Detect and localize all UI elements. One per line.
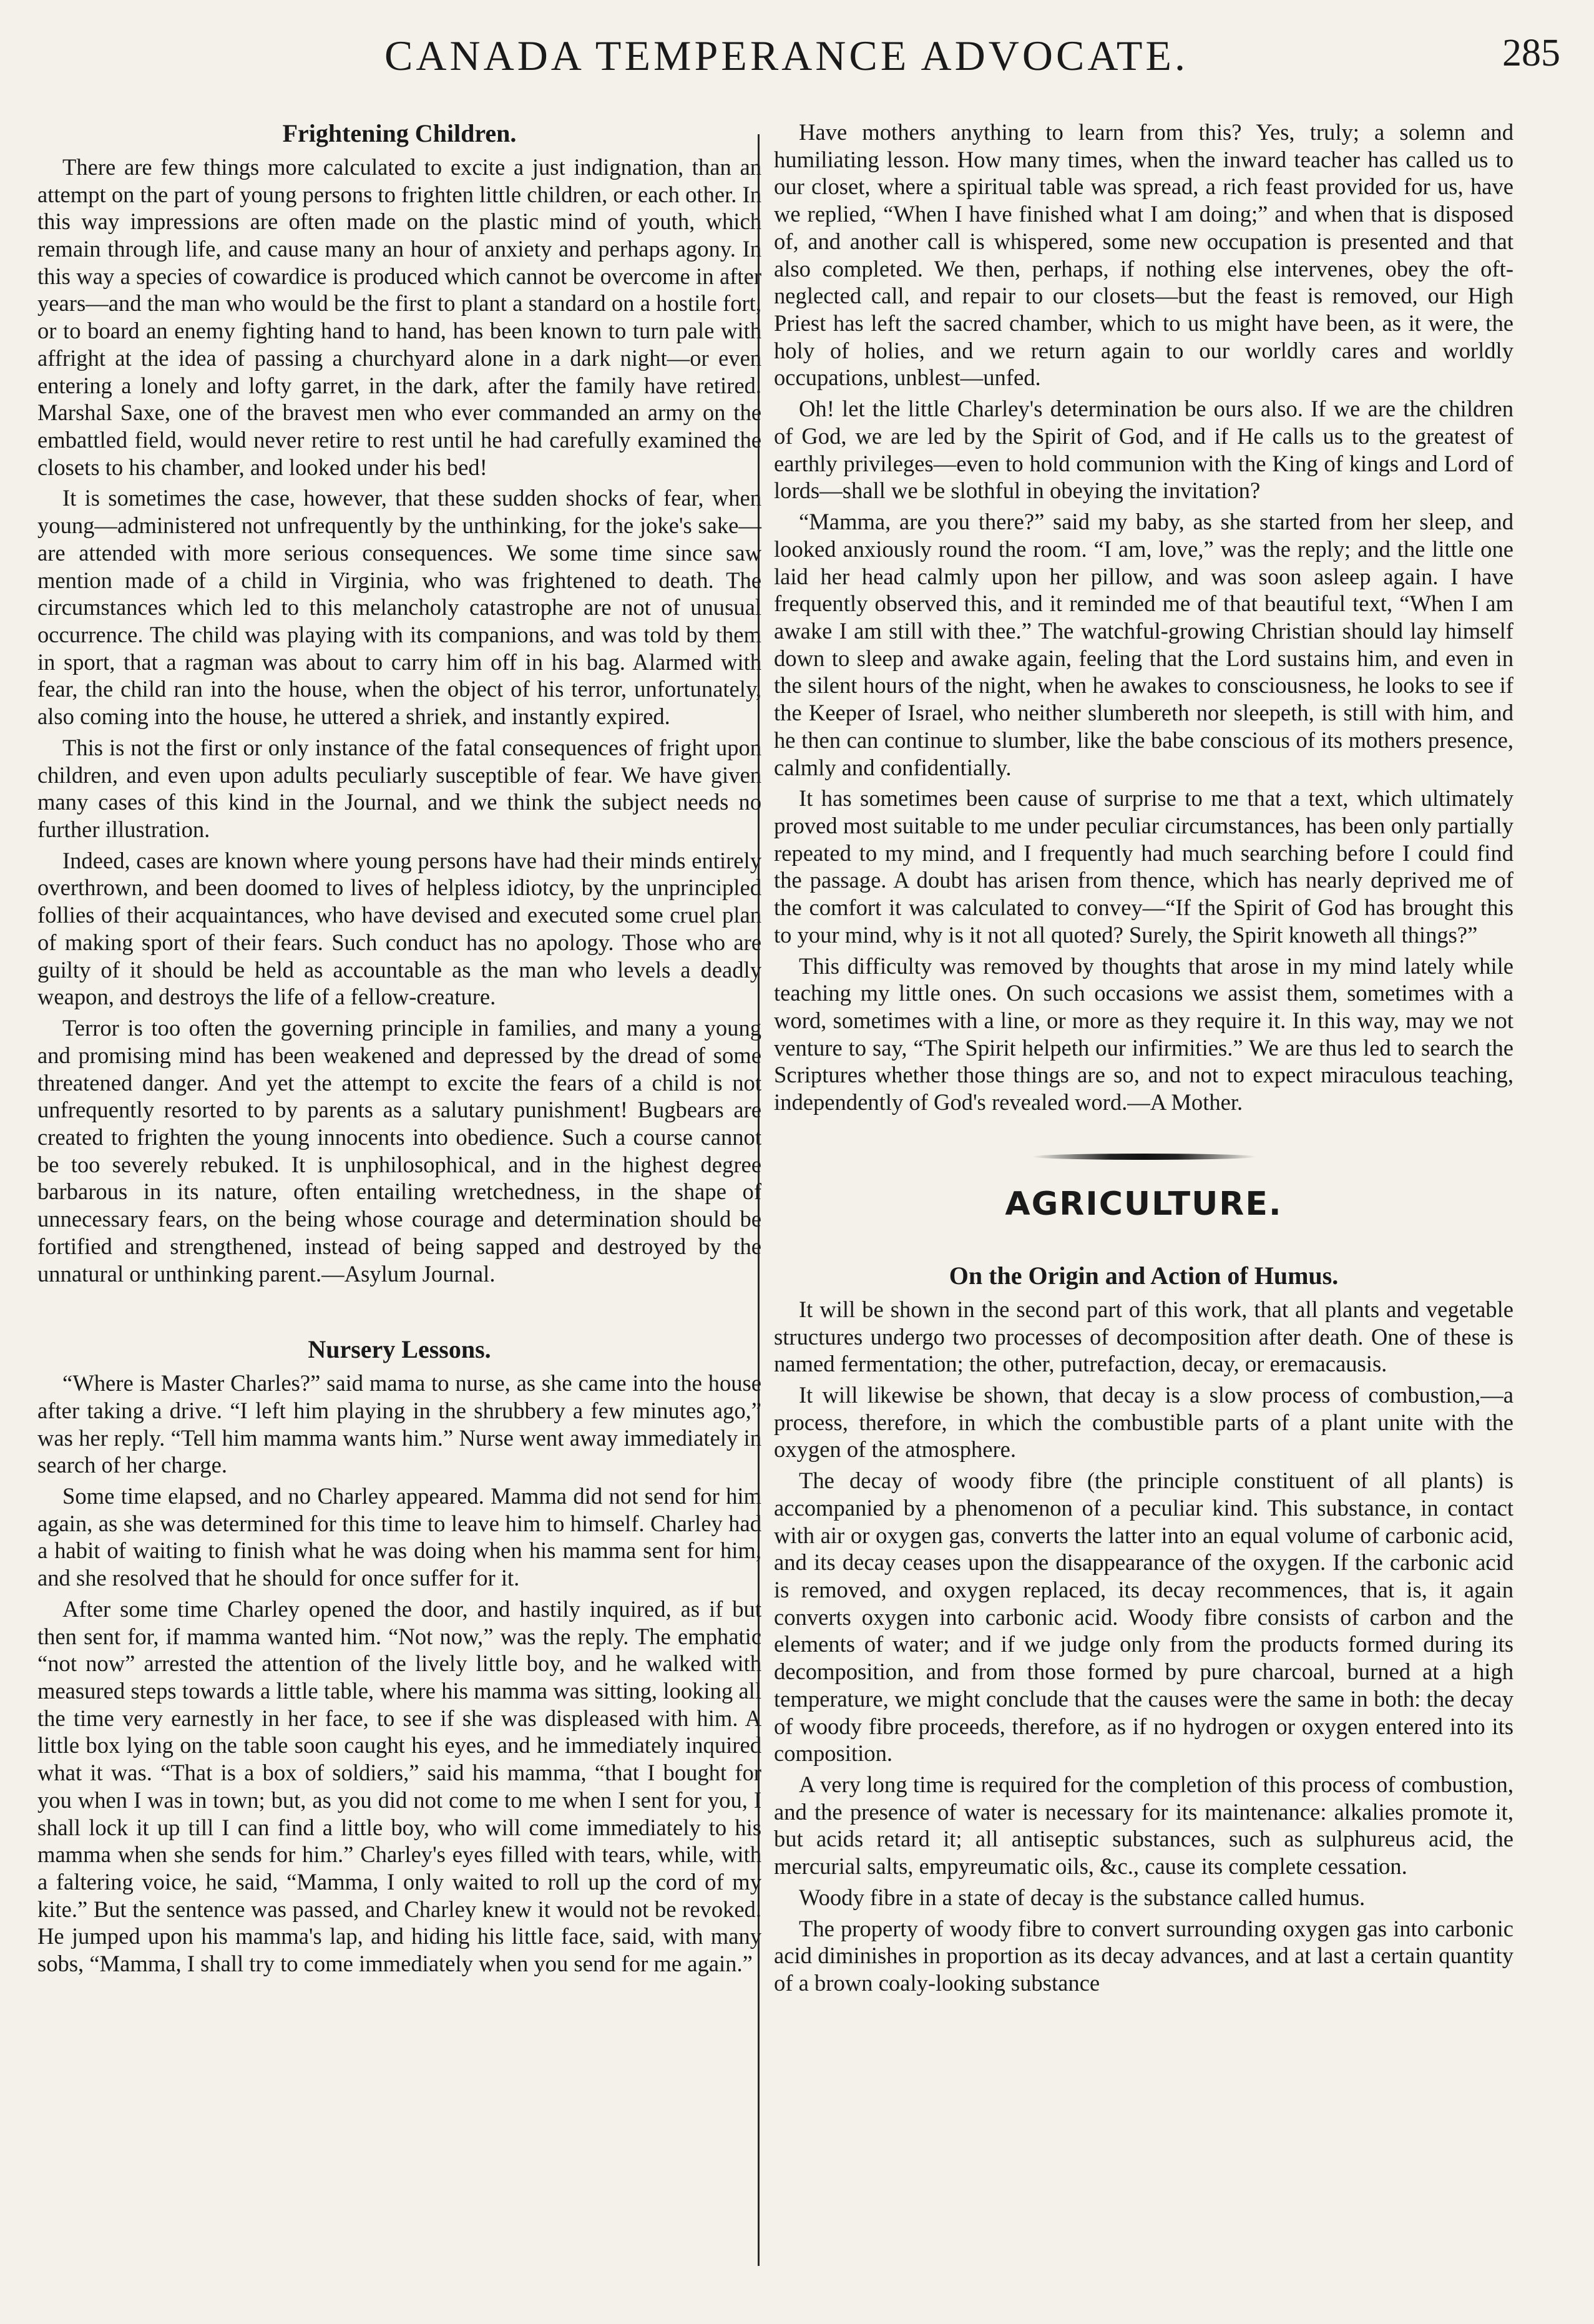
paragraph: The property of woody fibre to convert surrounding oxygen gas into carbonic acid diminishes in proportion as its decay advances, and at last a certain quantity of a brown coaly-looking substance	[774, 1915, 1513, 1996]
article-heading: Nursery Lessons.	[308, 1335, 491, 1364]
paragraph: Some time elapsed, and no Charley appeared. Mamma did not send for him again, as she was determined for this time to leave him to himself. Charley had a habit of waiting to finish what he was doing when his mamma sent for him, and she resolved that he should for once suffer for it.	[37, 1483, 761, 1591]
article-frightening-children	[37, 119, 761, 1287]
paragraph: A very long time is required for the completion of this process of combustion, and the presence of water is necessary for its maintenance: alkalies promote it, but acids retard it; all antiseptic substances, such as sulphureus acid, the mercurial salts, empyreumatic oils, &c., cause its complete cessation.	[774, 1772, 1513, 1880]
paragraph: Indeed, cases are known where young persons have had their minds entirely overthrown, and been doomed to lives of helpless idiotcy, by the unprincipled follies of their acquaintances, who have devised and executed some cruel plan of making sport of their fears. Such conduct has no apology. Those who are guilty of it should be held as accountable as the man who levels a deadly weapon, and destroys the life of a fellow-creature.	[37, 847, 761, 1010]
article-heading: Frightening Children.	[282, 119, 517, 147]
article-heading: On the Origin and Action of Humus.	[949, 1262, 1339, 1290]
paragraph: It is sometimes the case, however, that these sudden shocks of fear, when young—administered not unfrequently by the unthinking, for the joke's sake—are attended with more serious consequences. We some time since saw mention made of a child in Virginia, who was frightened to death. The circumstances which led to this melancholy catastrophe are not of unusual occurrence. The child was playing with its companions, and was told by them in sport, that a ragman was about to carry him off in his bag. Alarmed with fear, the child ran into the house, when the object of his terror, unfortunately, also coming into the house, he uttered a shriek, and instantly expired.	[37, 485, 761, 730]
right-column	[774, 119, 1513, 2001]
paragraph: Terror is too often the governing principle in families, and many a young and promising mind has been weakened and depressed by the dread of some threatened danger. And yet the attempt to excite the fears of a child is not unfrequently resorted to by parents as a salutary punishment! Bugbears are created to frighten the young innocents into obedience. Such a course cannot be too severely rebuked. It is unphilosophical, and in the highest degree barbarous in its nature, often entailing wretchedness, in the shape of unnecessary fears, on the being whose courage and determination should be fortified and strengthened, instead of being sapped and destroyed by the unnatural or unthinking parent.—Asylum Journal.	[37, 1015, 761, 1287]
article-continuation	[774, 119, 1513, 1116]
paragraph: It will be shown in the second part of this work, that all plants and vegetable structures undergo two processes of decomposition after death. One of these is named fermentation; the other, putrefaction, decay, or eremacausis.	[774, 1296, 1513, 1377]
paragraph: The decay of woody fibre (the principle constituent of all plants) is accompanied by a phenomenon of a peculiar kind. This substance, in contact with air or oxygen gas, converts the latter into an equal volume of carbonic acid, and its decay ceases upon the disappearance of the oxygen. If the carbonic acid is removed, and oxygen replaced, its decay recommences, that is, it again converts oxygen into carbonic acid. Woody fibre consists of carbon and the elements of water; and if we judge only from the products formed during its decomposition, and from those formed by pure charcoal, burned at a high temperature, we might conclude that the causes were the same in both: the decay of woody fibre proceeds, therefore, as if no hydrogen or oxygen entered into its composition.	[774, 1468, 1513, 1767]
left-column	[37, 119, 761, 1981]
paragraph: This difficulty was removed by thoughts that arose in my mind lately while teaching my little ones. On such occasions we assist them, sometimes with a word, sometimes with a line, or more as they require it. In this way, may we not venture to say, “The Spirit helpeth our infirmities.” We are thus led to search the Scriptures whether those things are so, and not to expect miraculous teaching, independently of God's revealed word.—A Mother.	[774, 953, 1513, 1115]
paragraph: Have mothers anything to learn from this? Yes, truly; a solemn and humiliating lesson. How many times, when the inward teacher has called us to our closet, where a spiritual table was spread, a rich feast provided for us, have we replied, “When I have finished what I am doing;” and when that is disposed of, and another call is whispered, some new occupation is presented and that also completed. We then, perhaps, if nothing else intervenes, obey the oft-neglected call, and repair to our closets—but the feast is removed, our High Priest has left the sacred chamber, which to us might have been, as it were, the holy of holies, and we return again to our worldly cares and worldly occupations, unblest—unfed.	[774, 119, 1513, 391]
paragraph: “Mamma, are you there?” said my baby, as she started from her sleep, and looked anxiously round the room. “I am, love,” was the reply; and the little one laid her head calmly upon her pillow, and was soon asleep again. I have frequently observed this, and it reminded me of that beautiful text, “When I am awake I am still with thee.” The watchful-growing Christian should lay himself down to sleep and awake again, feeling that the Lord sustains him, and even in the silent hours of the night, when he awakes to consciousness, he looks to see if the Keeper of Israel, who neither slumbereth nor sleepeth, is still with him, and he then can continue to slumber, like the babe conscious of its mothers presence, calmly and confidentially.	[774, 509, 1513, 780]
paragraph: “Where is Master Charles?” said mama to nurse, as she came into the house after taking a drive. “I left him playing in the shrubbery a few minutes ago,” was her reply. “Tell him mamma wants him.” Nurse went away immediately in search of her charge.	[37, 1370, 761, 1478]
paragraph: It has sometimes been cause of surprise to me that a text, which ultimately proved most suitable to me under peculiar circumstances, has been only partially repeated to my mind, and I frequently had much searching before I could find the passage. A doubt has arisen from thence, which has nearly deprived me of the comfort it was calculated to convey—“If the Spirit of God has brought this to your mind, why is it not all quoted? Surely, the Spirit knoweth all things?”	[774, 785, 1513, 948]
article-nursery-lessons	[37, 1335, 761, 1978]
section-title: AGRICULTURE.	[1005, 1185, 1283, 1223]
article-humus	[774, 1261, 1513, 1997]
paragraph: This is not the first or only instance of the fatal consequences of fright upon children, and even upon adults peculiarly susceptible of fear. We have given many cases of this kind in the Journal, and we think the subject needs no further illustration.	[37, 734, 761, 843]
paragraph: After some time Charley opened the door, and hastily inquired, as if but then sent for, if mamma wanted him. “Not now,” was the reply. The emphatic “not now” arrested the attention of the lively little boy, and he walked with measured steps towards a little table, where his mamma was sitting, looking all the time very earnestly in her face, to see if she was displeased with him. A little box lying on the table soon caught his eyes, and he immediately inquired what it was. “That is a box of soldiers,” said his mamma, “that I bought for you when I was in town; but, as you did not come to me when I sent for you, I shall lock it up till I can find a little boy, who will come immediately to his mamma when she sends for him.” Charley's eyes filled with tears, while, with a faltering voice, he said, “Mamma, I only waited to roll up the cord of my kite.” But the sentence was passed, and Charley knew it would not be revoked. He jumped upon his mamma's lap, and hiding his little face, said, with many sobs, “Mamma, I shall try to come immediately when you send for me again.”	[37, 1596, 761, 1977]
paragraph: There are few things more calculated to excite a just indignation, than an attempt on the part of young persons to frighten little children, or each other. In this way impressions are often made on the plastic mind of youth, which remain through life, and cause many an hour of anxiety and perhaps agony. In this way a species of cowardice is produced which cannot be overcome in after years—and the man who would be the first to plant a standard on a hostile fort, or to board an enemy fighting hand to hand, has been known to turn pale with affright at the idea of passing a churchyard alone in a dark night—or even entering a lonely and lofty garret, in the dark, after the family have retired. Marshal Saxe, one of the bravest men who ever commanded an army on the embattled field, would never retire to rest until he had carefully examined the closets to his chamber, and looked under his bed!	[37, 154, 762, 480]
paragraph: It will likewise be shown, that decay is a slow process of combustion,—a process, therefore, in which the combustible parts of a plant unite with the oxygen of the atmosphere.	[774, 1381, 1513, 1463]
paragraph: Woody fibre in a state of decay is the substance called humus.	[799, 1884, 1366, 1910]
newspaper-title: CANADA TEMPERANCE ADVOCATE.	[384, 32, 1188, 79]
paragraph: Oh! let the little Charley's determination be ours also. If we are the children of God, we are led by the Spirit of God, and if He calls us to the greatest of earthly privileges—even to hold communion with the King of kings and Lord of lords—shall we be slothful in obeying the invitation?	[774, 396, 1513, 504]
section-divider	[1032, 1154, 1256, 1160]
page-header	[37, 25, 1560, 94]
page-number: 285	[1502, 32, 1560, 74]
